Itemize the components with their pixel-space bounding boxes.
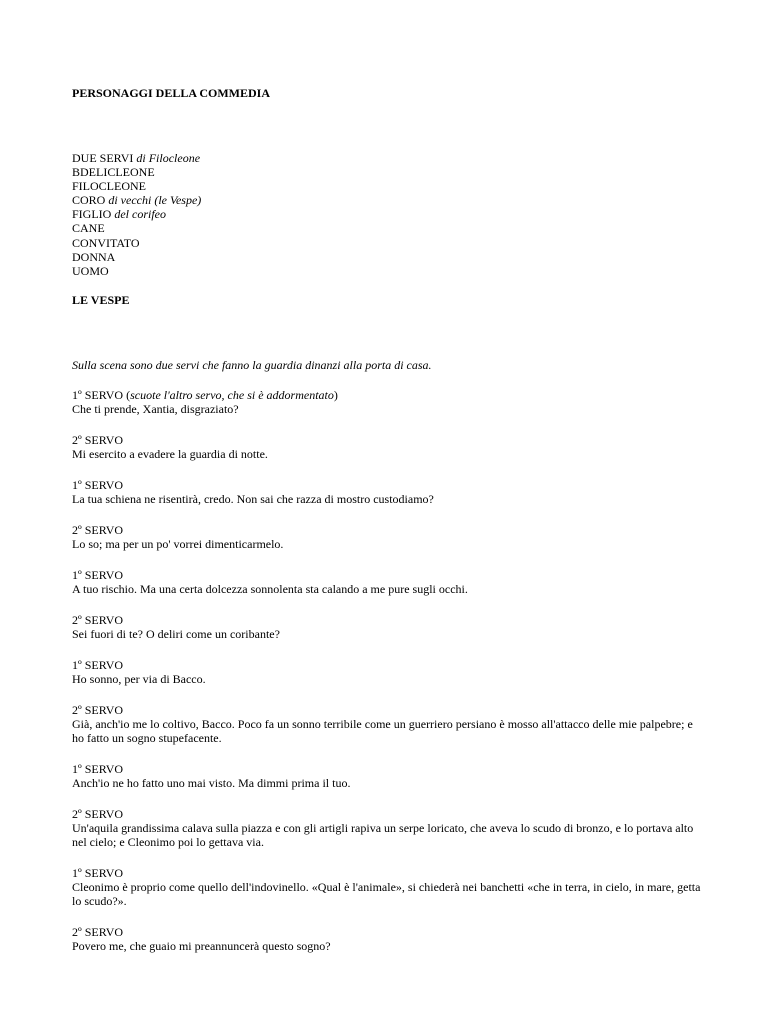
speech-text: Sei fuori di te? O deliri come un coribante? bbox=[72, 627, 280, 641]
cast-item: UOMO bbox=[72, 263, 109, 278]
cast-heading: PERSONAGGI DELLA COMMEDIA bbox=[72, 86, 271, 100]
cast-item: FILOCLEONE bbox=[72, 179, 146, 194]
cast-item: DUE SERVI di Filocleone bbox=[72, 151, 201, 165]
speech-block bbox=[72, 388, 702, 416]
speech-block bbox=[72, 613, 702, 641]
speech-block bbox=[72, 925, 702, 953]
speaker-label: 1º SERVO bbox=[72, 866, 124, 880]
speech-block bbox=[72, 703, 702, 745]
cast-item: CORO di vecchi (le Vespe) bbox=[72, 193, 202, 208]
cast-item: BDELICLEONE bbox=[72, 165, 155, 180]
speaker-label: 2º SERVO bbox=[72, 703, 124, 717]
cast-item: DONNA bbox=[72, 249, 116, 264]
speaker-label: 1º SERVO bbox=[72, 478, 124, 492]
cast-item: CONVITATO bbox=[72, 235, 140, 250]
speech-block bbox=[72, 523, 702, 551]
speaker-label: 2º SERVO bbox=[72, 433, 124, 447]
speech-text: Povero me, che guaio mi preannuncerà questo sogno? bbox=[72, 939, 331, 953]
speech-text: Mi esercito a evadere la guardia di notte. bbox=[72, 447, 268, 461]
speaker-label: 2º SERVO bbox=[72, 523, 124, 537]
speech-block bbox=[72, 658, 702, 686]
speech-text: Ho sonno, per via di Bacco. bbox=[72, 672, 206, 686]
play-title: LE VESPE bbox=[72, 293, 130, 307]
speech-block bbox=[72, 866, 702, 908]
speech-block bbox=[72, 762, 702, 790]
speaker-direction: scuote l'altro servo, che si è addormentato bbox=[130, 388, 334, 402]
speaker-label: 2º SERVO bbox=[72, 613, 124, 627]
speaker-label: 1º SERVO bbox=[72, 762, 124, 776]
cast-item: FIGLIO del corifeo bbox=[72, 207, 166, 222]
cast-list bbox=[72, 151, 201, 278]
stage-direction: Sulla scena sono due servi che fanno la guardia dinanzi alla porta di casa. bbox=[72, 358, 432, 372]
speaker-label: 2º SERVO bbox=[72, 807, 124, 821]
speaker-label: 2º SERVO bbox=[72, 925, 124, 939]
speaker-label: 1º SERVO bbox=[72, 568, 124, 582]
speech-block bbox=[72, 807, 702, 849]
speech-block bbox=[72, 568, 702, 596]
speech-text: A tuo rischio. Ma una certa dolcezza sonnolenta sta calando a me pure sugli occhi. bbox=[72, 582, 468, 596]
speech-text: Già, anch'io me lo coltivo, Bacco. Poco fa un sonno terribile come un guerriero persiano è mosso all'attacco delle mie palpebre; e ho fatto un sogno stupefacente. bbox=[72, 717, 693, 745]
speech-text: Lo so; ma per un po' vorrei dimenticarmelo. bbox=[72, 537, 284, 551]
speaker-label: 1º SERVO bbox=[72, 658, 124, 672]
speech-text: Che ti prende, Xantia, disgraziato? bbox=[72, 402, 239, 416]
speech-text: La tua schiena ne risentirà, credo. Non sai che razza di mostro custodiamo? bbox=[72, 492, 434, 506]
speech-block bbox=[72, 478, 702, 506]
speaker-label: 1º SERVO (scuote l'altro servo, che si è addormentato) bbox=[72, 388, 338, 402]
cast-item: CANE bbox=[72, 221, 105, 236]
speech-block bbox=[72, 433, 702, 461]
speech-text: Anch'io ne ho fatto uno mai visto. Ma dimmi prima il tuo. bbox=[72, 776, 351, 790]
speech-text: Un'aquila grandissima calava sulla piazza e con gli artigli rapiva un serpe loricato, che aveva lo scudo di bronzo, e lo portava alto nel cielo; e Cleonimo poi lo gettava via. bbox=[72, 821, 694, 849]
speech-text: Cleonimo è proprio come quello dell'indovinello. «Qual è l'animale», si chiederà nei banchetti «che in terra, in cielo, in mare, getta lo scudo?». bbox=[72, 880, 701, 908]
